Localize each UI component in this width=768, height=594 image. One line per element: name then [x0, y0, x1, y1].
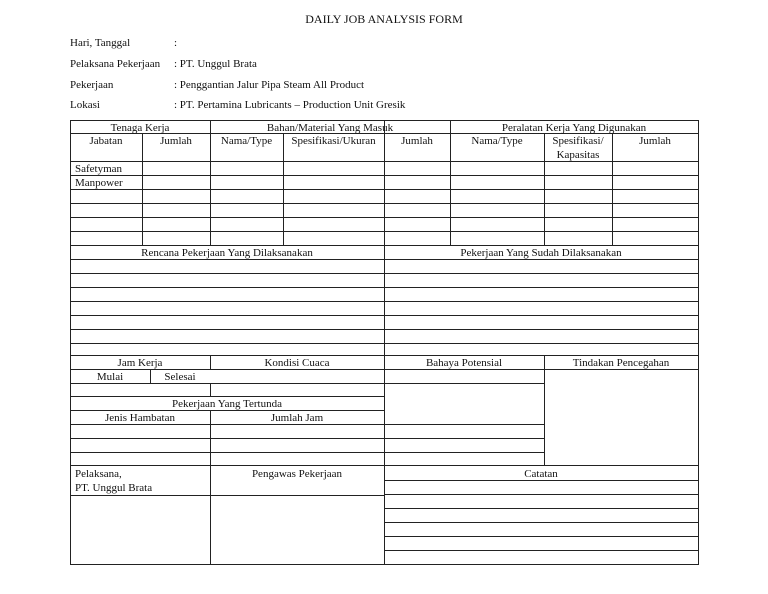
field-label-hari: Hari, Tanggal — [70, 37, 131, 49]
grid-line-h — [384, 508, 699, 509]
grid-line-v — [210, 383, 211, 397]
grid-line-v — [612, 133, 613, 246]
grid-line-v — [544, 355, 545, 466]
header-bahan-material: Bahan/Material Yang Masuk — [266, 122, 394, 134]
grid-line-h — [384, 550, 699, 551]
field-value-pekerjaan: : Penggantian Jalur Pipa Steam All Product — [174, 79, 365, 91]
col-nama-type-peralatan: Nama/Type — [471, 135, 523, 147]
header-pengawas-pekerjaan: Pengawas Pekerjaan — [251, 468, 343, 480]
col-jumlah-tenaga: Jumlah — [160, 135, 192, 147]
field-value-hari: : — [174, 37, 178, 49]
col-jumlah-jam: Jumlah Jam — [270, 412, 324, 424]
grid-line-h — [70, 452, 545, 453]
grid-line-v — [283, 133, 284, 246]
col-mulai: Mulai — [96, 371, 124, 383]
col-jumlah-bahan: Jumlah — [401, 135, 433, 147]
form-title: DAILY JOB ANALYSIS FORM — [305, 12, 463, 26]
field-label-pelaksana: Pelaksana Pekerjaan — [70, 58, 161, 70]
field-value-pelaksana: : PT. Unggul Brata — [174, 58, 257, 70]
grid-line-v — [210, 465, 211, 565]
grid-line-h — [70, 438, 545, 439]
grid-line-v — [384, 355, 385, 466]
header-pekerjaan-sudah: Pekerjaan Yang Sudah Dilaksanakan — [460, 247, 622, 259]
grid-line-h — [70, 410, 385, 411]
grid-line-h — [384, 494, 699, 495]
row-label-manpower: Manpower — [75, 177, 123, 189]
grid-line-v — [384, 245, 385, 356]
header-bahaya-potensial: Bahaya Potensial — [425, 357, 503, 369]
col-spesifikasi-kapasitas-2: Kapasitas — [556, 149, 600, 161]
grid-line-h — [70, 383, 545, 384]
grid-line-h — [384, 536, 699, 537]
col-selesai: Selesai — [164, 371, 196, 383]
grid-line-v — [384, 465, 385, 565]
grid-line-h — [70, 424, 545, 425]
header-tenaga-kerja: Tenaga Kerja — [110, 122, 170, 134]
col-nama-type-bahan: Nama/Type — [220, 135, 273, 147]
grid-line-v — [142, 133, 143, 246]
label-pelaksana: Pelaksana, — [75, 468, 122, 480]
header-tindakan-pencegahan: Tindakan Pencegahan — [572, 357, 670, 369]
header-kondisi-cuaca: Kondisi Cuaca — [264, 357, 330, 369]
field-label-pekerjaan: Pekerjaan — [70, 79, 114, 91]
header-rencana-pekerjaan: Rencana Pekerjaan Yang Dilaksanakan — [141, 247, 313, 259]
header-catatan: Catatan — [524, 468, 558, 480]
row-label-safetyman: Safetyman — [75, 163, 123, 175]
grid-line-h — [384, 480, 699, 481]
grid-line-h — [70, 396, 385, 397]
header-pekerjaan-tertunda: Pekerjaan Yang Tertunda — [172, 398, 282, 410]
col-jabatan: Jabatan — [89, 135, 123, 147]
col-spesifikasi-kapasitas: Spesifikasi/ — [552, 135, 604, 147]
col-spesifikasi-ukuran: Spesifikasi/Ukuran — [291, 135, 376, 147]
field-value-lokasi: : PT. Pertamina Lubricants – Production Unit Gresik — [174, 99, 406, 111]
col-jenis-hambatan: Jenis Hambatan — [105, 412, 175, 424]
grid-line-h — [70, 495, 385, 496]
header-jam-kerja: Jam Kerja — [117, 357, 163, 369]
col-jumlah-peralatan: Jumlah — [639, 135, 671, 147]
label-pelaksana-company: PT. Unggul Brata — [75, 482, 153, 494]
header-peralatan-kerja: Peralatan Kerja Yang Digunakan — [501, 122, 647, 134]
grid-line-h — [384, 522, 699, 523]
field-label-lokasi: Lokasi — [70, 99, 100, 111]
